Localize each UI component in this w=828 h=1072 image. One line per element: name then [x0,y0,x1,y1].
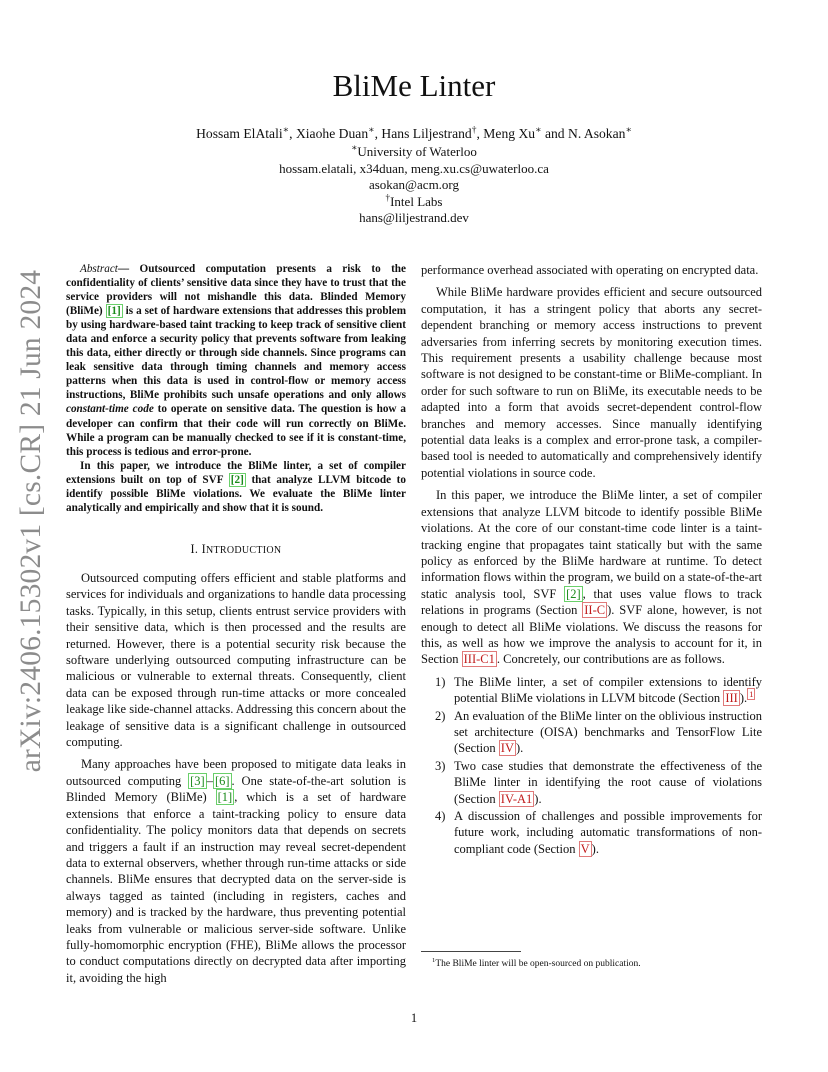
left-column [66,570,406,986]
author-block [0,126,828,227]
intro-paragraph-1: Outsourced computing offers efficient and stable platforms and services for individuals and organizations to handle data processing tasks. Typically, in this setup, clients entrust service providers with their sensitive data, which is then processed and the results are returned. However, there is a potential security risk because the software underlying outsourced computing infrastructure can be malicious or vulnerable to external threats. Consequently, client data can be exposed through run-time attacks or more concealed leakage like side-channel attacks. Addressing this concern about the leakage of sensitive data is a significant challenge in outsourced computing. [66,571,406,750]
right-column [421,262,762,858]
paper-title: BliMe Linter [332,68,496,103]
citation-link[interactable]: [3] [190,773,205,788]
section-link[interactable]: III [725,691,738,706]
affiliation-waterloo: ∗University of Waterloo [351,142,477,159]
affiliation-intel: †Intel Labs [385,192,443,209]
arxiv-identifier: arXiv:2406.15302v1 [cs.CR] 21 Jun 2024 [15,269,47,773]
abstract-paragraph-1: Abstract— Outsourced computation presents a risk to the confidentiality of clients’ sensitive data since they have to trust that the service providers will not mishandle this data. Blinded Memory (BliMe) [1] is a set of hardware extensions that addresses this problem by using hardware-based taint tracking to keep track of sensitive client data and enforce a security policy that prevents software from leaking this data, either directly or through side channels. Since programs can leak sensitive data through timing channels and memory access patterns when this data is used in control-flow or memory access instructions, BliMe prohibits such unsafe operations and only allows constant-time code to operate on sensitive data. The question is how a developer can confirm that their code will run correctly on BliMe. While a program can be manually checked to see if it is constant-time, this process is tedious and error-prone. [66,263,407,458]
section-link[interactable]: V [580,841,590,856]
footnote [432,958,762,971]
section-link[interactable]: IV [500,741,514,756]
author-names: Hossam ElAtali∗, Xiaohe Duan∗, Hans Liljestrand†, Meng Xu∗ and N. Asokan∗ [196,125,632,141]
contribution-item: 3) Two case studies that demonstrate the effectiveness of the BliMe linter in identifying the root cause of violations (Section IV-A1 ). [435,758,762,806]
contribution-item: 2) An evaluation of the BliMe linter on the oblivious instruction set architecture (OISA) benchmarks and TensorFlow Lite (Section IV ). [435,708,762,756]
section-heading-introduction: I. INTRODUCTION [190,542,282,556]
contributions-list [421,674,762,857]
section-link[interactable]: IV-A1 [500,791,533,806]
intro-paragraph-2: Many approaches have been proposed to mitigate data leaks in outsourced computing [3] – [6] . One state-of-the-art solution is Blinded Memory (BliMe) [1] , which is a set of hardware extensions that enforce a taint-tracking policy to ensure data confidentiality. The policy monitors data that depends on secrets and triggers a fault if an instruction may reveal secret-dependent data to external observers, whether through run-time attacks or side channels. BliMe ensures that decrypted data on the server-side is always tagged as tainted (including in registers, caches and memory) and is tracked by the hardware, thus preventing potential leaks from vulnerable or malicious server-side software. Unlike fully-homomorphic encryption (FHE), BliMe allows the processor to conduct computations directly on decrypted data after importing it, avoiding the high [66,757,406,985]
section-link[interactable]: II-C [584,603,606,618]
abstract-label: Abstract [80,263,118,275]
contribution-item: 1) The BliMe linter, a set of compiler extensions to identify potential BliMe violations in LLVM bitcode (Section III ). $^1$ [435,674,762,706]
page-number: 1 [410,1011,418,1025]
abstract [66,262,406,515]
citation-link[interactable]: [1] [107,305,121,318]
footnote-link[interactable]: 1 [749,689,754,699]
keyword-constant-time: constant-time code [66,403,154,416]
intro-paragraph-3: While BliMe hardware provides efficient and secure outsourced computation, it has a stringent policy that aborts any secret-dependent branching or memory access instructions to prevent adversaries from inferring secrets by monitoring execution times. This requirement presents a usability challenge because most software is not designed to be constant-time or BliMe-compliant. In order for such software to run on BliMe, its executable needs to be adapted into a form that avoids secret-dependent control-flow branches and memory accesses. Since manually identifying potential data leaks is a complex and error-prone task, a compiler-based tool is needed to automatically and comprehensively identify potential violations in source code. [421,285,762,480]
footnote-text: The BliMe linter will be open-sourced on publication. [435,959,641,969]
email-asokan: asokan@acm.org [368,177,460,192]
abstract-paragraph-2: In this paper, we introduce the BliMe linter, a set of compiler extensions built on top of SVF [2] that analyze LLVM bitcode to identify possible BliMe violations. We evaluate the BliMe linter analytically and empirically and show that it is sound. [66,459,407,514]
citation-link[interactable]: [1] [217,790,233,805]
intro-paragraph-4: In this paper, we introduce the BliMe linter, a set of compiler extensions that analyze LLVM bitcode to identify possible BliMe violations. At the core of our constant-time code linter is a taint-tracking engine that propagates taint statically but with the same policy as enforced by the BliMe hardware at runtime. To detect information flows within the program, we build on a state-of-the-art static analysis tool, SVF [2] , that uses value flows to track relations in programs (Section II-C ). SVF alone, however, is not enough to detect all BliMe violations. We discuss the reasons for this, as well as how we improve the analysis to account for it, in Section III-C1 . Concretely, our contributions are as follows. [421,488,762,667]
emails-waterloo: hossam.elatali, x34duan, meng.xu.cs@uwaterloo.ca [279,160,549,176]
citation-link[interactable]: [6] [214,773,230,788]
footnote-rule [421,951,521,952]
continued-paragraph: performance overhead associated with operating on encrypted data. [421,263,759,277]
footnote-mark: 1 [432,956,436,964]
email-liljestrand: hans@liljestrand.dev [359,210,469,225]
contribution-item: 4) A discussion of challenges and possible improvements for future work, including automatic transformations of non-compliant code (Section V ). [435,809,762,856]
citation-link[interactable]: [2] [566,586,581,601]
citation-link[interactable]: [2] [230,473,244,486]
section-link[interactable]: III-C1 [463,652,495,667]
